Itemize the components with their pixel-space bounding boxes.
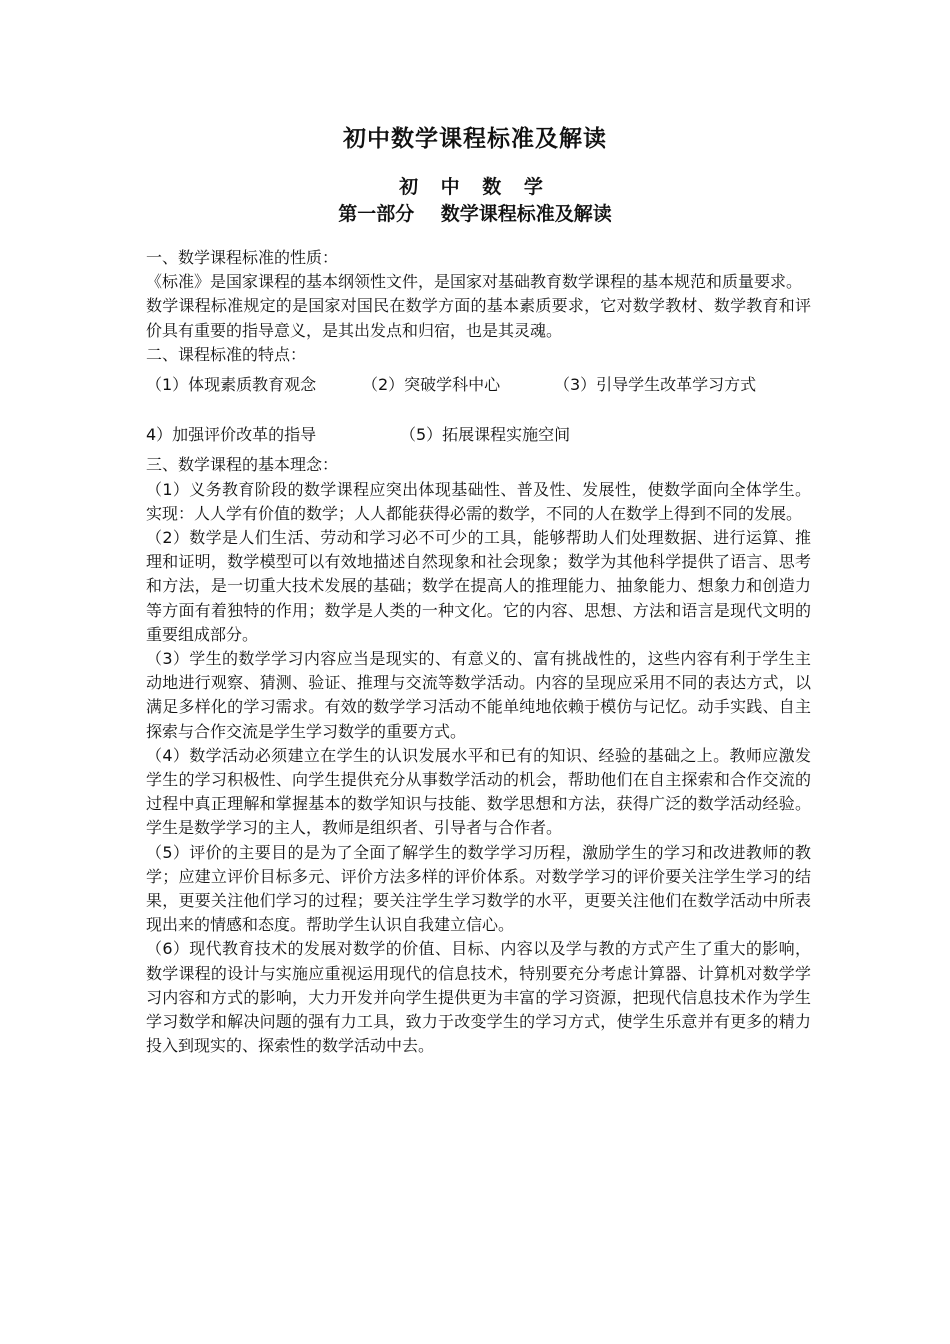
principle-item: （5）评价的主要目的是为了全面了解学生的数学学习历程，激励学生的学习和改进教师的教学；应建立评价目标多元、评价方法多样的评价体系。对数学学习的评价要关注学生学习的结果，更要关注他们学习的过程；要关注学生学习数学的水平，更要关注他们在数学活动中所表现出来的情感和态度。帮助学生认识自我建立信心。 xyxy=(146,842,811,935)
principle-item: （2）数学是人们生活、劳动和学习必不可少的工具，能够帮助人们处理数据、进行运算、推理和证明，数学模型可以有效地描述自然现象和社会现象；数学为其他科学提供了语言、思考和方法，是一切重大技术发展的基础；数学在提高人的推理能力、抽象能力、想象力和创造力等方面有着独特的作用；数学是人类的一种文化。它的内容、思想、方法和语言是现代文明的重要组成部分。 xyxy=(146,528,811,644)
principle-item: （3）学生的数学学习内容应当是现实的、有意义的、富有挑战性的，这些内容有利于学生主动地进行观察、猜测、验证、推理与交流等数学活动。内容的呈现应采用不同的表达方式，以满足多样化的学习需求。有效的数学学习活动不能单纯地依赖于模仿与记忆。动手实践、自主探索与合作交流是学生学习数学的重要方式。 xyxy=(146,649,811,741)
feature-item: （2）突破学科中心 xyxy=(362,375,501,395)
principle-item: （1）义务教育阶段的数学课程应突出体现基础性、普及性、发展性，使数学面向全体学生。实现：人人学有价值的数学；人人都能获得必需的数学，不同的人在数学上得到不同的发展。 xyxy=(146,479,811,523)
feature-item: （1）体现素质教育观念 xyxy=(146,375,317,395)
document-subtitle-subject: 初 中 数 学 xyxy=(399,176,551,198)
feature-item: 4）加强评价改革的指导 xyxy=(146,425,317,445)
section-heading-principles: 三、数学课程的基本理念： xyxy=(146,455,339,475)
features-row-1 xyxy=(146,373,811,397)
feature-item: （3）引导学生改革学习方式 xyxy=(554,375,757,395)
features-row-2 xyxy=(146,423,811,447)
paragraph: 数学课程标准规定的是国家对国民在数学方面的基本素质要求，它对数学教材、数学教育和评价具有重要的指导意义，是其出发点和归宿，也是其灵魂。 xyxy=(146,296,811,340)
document-body xyxy=(146,246,811,1059)
feature-item: （5）拓展课程实施空间 xyxy=(400,425,571,445)
document-subtitle-part: 第一部分 数学课程标准及解读 xyxy=(338,203,612,225)
principle-item: （4）数学活动必须建立在学生的认识发展水平和已有的知识、经验的基础之上。教师应激发学生的学习积极性、向学生提供充分从事数学活动的机会，帮助他们在自主探索和合作交流的过程中真正理解和掌握基本的数学知识与技能、数学思想和方法，获得广泛的数学活动经验。学生是数学学习的主人，教师是组织者、引导者与合作者。 xyxy=(146,745,811,838)
document-title: 初中数学课程标准及解读 xyxy=(343,126,607,152)
section-heading-features: 二、课程标准的特点： xyxy=(146,344,307,364)
section-heading-nature: 一、数学课程标准的性质： xyxy=(146,248,339,267)
principle-item: （6）现代教育技术的发展对数学的价值、目标、内容以及学与教的方式产生了重大的影响，数学课程的设计与实施应重视运用现代的信息技术，特别要充分考虑计算器、计算机对数学学习内容和方式的影响，大力开发并向学生提供更为丰富的学习资源，把现代信息技术作为学生学习数学和解决问题的强有力工具，致力于改变学生的学习方式，使学生乐意并有更多的精力投入到现实的、探索性的数学活动中去。 xyxy=(146,939,811,1056)
paragraph: 《标准》是国家课程的基本纲领性文件，是国家对基础教育数学课程的基本规范和质量要求。 xyxy=(146,272,803,292)
